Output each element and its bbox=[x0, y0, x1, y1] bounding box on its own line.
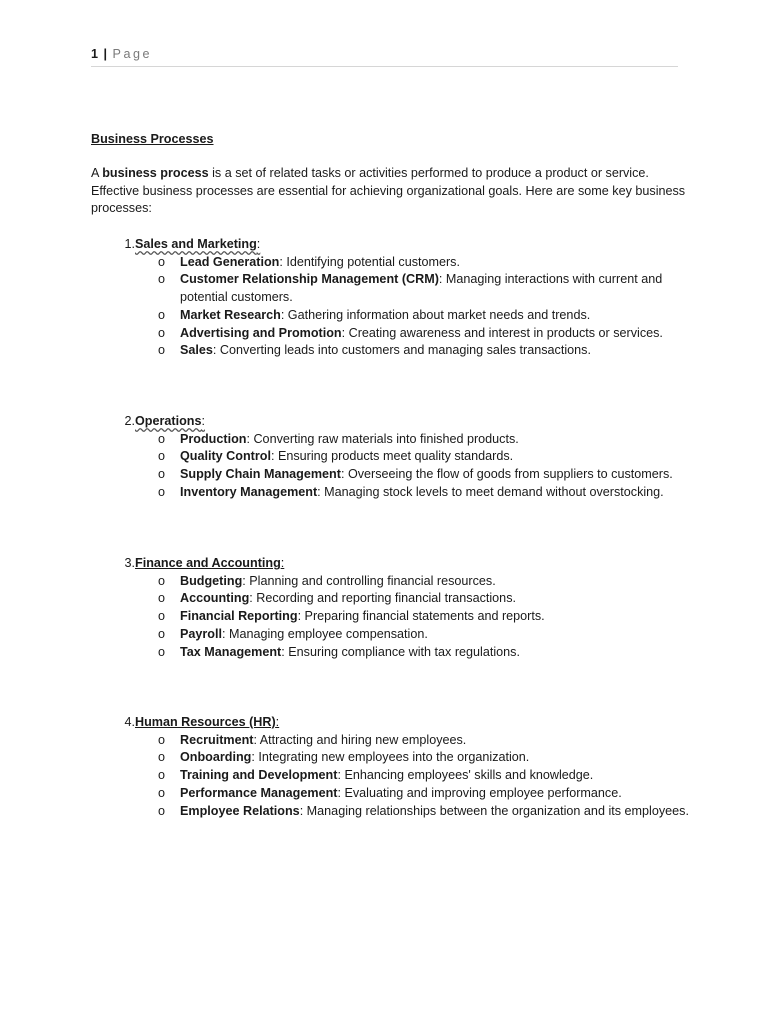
section-heading bbox=[91, 236, 691, 254]
item-term: Customer Relationship Management (CRM) bbox=[180, 272, 439, 287]
section-heading bbox=[91, 413, 691, 431]
item-desc: : Converting raw materials into finished products. bbox=[246, 431, 519, 446]
bullet-icon: o bbox=[158, 785, 166, 800]
intro-rest: is a set of related tasks or activities performed to produce a product or service. Effective business processes are essential for achieving organizational goals. Here are some key business processes: bbox=[91, 166, 686, 216]
item-desc: : Identifying potential customers. bbox=[279, 254, 460, 269]
list-item bbox=[91, 626, 691, 644]
list-item bbox=[91, 767, 691, 785]
item-desc: : Recording and reporting financial transactions. bbox=[249, 591, 516, 606]
item-desc: : Preparing financial statements and reports. bbox=[297, 609, 545, 624]
bullet-icon: o bbox=[158, 484, 166, 499]
section-colon: : bbox=[275, 715, 280, 729]
list-item bbox=[91, 803, 691, 821]
section-operations bbox=[91, 413, 691, 502]
item-term: Employee Relations bbox=[180, 803, 300, 818]
list-item bbox=[91, 590, 691, 608]
bullet-icon: o bbox=[158, 449, 166, 464]
item-term: Accounting bbox=[180, 591, 250, 606]
intro-bold-term: business process bbox=[102, 166, 209, 180]
bullet-icon: o bbox=[158, 732, 166, 747]
item-term: Recruitment bbox=[180, 732, 254, 747]
section-list bbox=[91, 431, 691, 502]
item-desc: : Integrating new employees into the organization. bbox=[251, 750, 530, 765]
bullet-icon: o bbox=[158, 644, 166, 659]
list-item bbox=[91, 271, 691, 306]
list-item bbox=[91, 573, 691, 591]
bullet-icon: o bbox=[158, 609, 166, 624]
page-header bbox=[91, 46, 678, 67]
bullet-icon: o bbox=[158, 591, 166, 606]
bullet-icon: o bbox=[158, 467, 166, 482]
section-heading bbox=[91, 714, 691, 732]
list-item bbox=[91, 254, 691, 272]
item-term: Performance Management bbox=[180, 785, 338, 800]
bullet-icon: o bbox=[158, 272, 166, 287]
bullet-icon: o bbox=[158, 254, 166, 269]
item-term: Quality Control bbox=[180, 449, 271, 464]
item-desc: : Ensuring products meet quality standards. bbox=[270, 449, 514, 464]
bullet-icon: o bbox=[158, 803, 166, 818]
section-colon: : bbox=[280, 556, 285, 570]
item-desc: : Converting leads into customers and managing sales transactions. bbox=[212, 343, 591, 358]
item-desc: : Gathering information about market needs and trends. bbox=[280, 307, 591, 322]
list-item bbox=[91, 484, 691, 502]
item-desc: : Managing employee compensation. bbox=[222, 626, 428, 641]
list-item bbox=[91, 325, 691, 343]
bullet-icon: o bbox=[158, 573, 166, 588]
item-term: Tax Management bbox=[180, 644, 282, 659]
section-title: Operations bbox=[135, 414, 202, 428]
bullet-icon: o bbox=[158, 325, 166, 340]
list-item bbox=[91, 307, 691, 325]
item-desc: : Managing stock levels to meet demand without overstocking. bbox=[317, 484, 664, 499]
item-term: Market Research bbox=[180, 307, 281, 322]
section-number: 1. bbox=[124, 237, 135, 251]
section-list bbox=[91, 573, 691, 662]
item-term: Advertising and Promotion bbox=[180, 325, 342, 340]
item-desc: : Managing relationships between the organization and its employees. bbox=[299, 803, 689, 818]
list-item bbox=[91, 608, 691, 626]
bullet-icon: o bbox=[158, 626, 166, 641]
section-sales-marketing bbox=[91, 236, 691, 360]
page-label: Page bbox=[112, 47, 152, 61]
bullet-icon: o bbox=[158, 431, 166, 446]
item-term: Budgeting bbox=[180, 573, 243, 588]
document-title: Business Processes bbox=[91, 132, 214, 146]
list-item bbox=[91, 732, 691, 750]
item-term: Supply Chain Management bbox=[180, 467, 341, 482]
list-item bbox=[91, 466, 691, 484]
bullet-icon: o bbox=[158, 307, 166, 322]
item-term: Lead Generation bbox=[180, 254, 280, 269]
section-finance-accounting bbox=[91, 555, 691, 661]
list-item bbox=[91, 448, 691, 466]
page-separator: | bbox=[103, 47, 108, 61]
item-desc: : Managing interactions with current and potential customers. bbox=[180, 272, 663, 305]
list-item bbox=[91, 431, 691, 449]
item-term: Financial Reporting bbox=[180, 609, 298, 624]
section-heading bbox=[91, 555, 691, 573]
item-term: Training and Development bbox=[180, 768, 338, 783]
item-desc: : Creating awareness and interest in products or services. bbox=[341, 325, 663, 340]
item-term: Production bbox=[180, 431, 247, 446]
item-term: Inventory Management bbox=[180, 484, 318, 499]
section-title: Sales and Marketing bbox=[135, 237, 257, 251]
section-number: 4. bbox=[124, 715, 135, 729]
section-list bbox=[91, 254, 691, 360]
section-number: 3. bbox=[124, 556, 135, 570]
section-title: Human Resources (HR) bbox=[135, 715, 276, 729]
item-desc: : Overseeing the flow of goods from suppliers to customers. bbox=[340, 467, 673, 482]
bullet-icon: o bbox=[158, 768, 166, 783]
section-human-resources bbox=[91, 714, 691, 820]
item-desc: : Ensuring compliance with tax regulations. bbox=[281, 644, 520, 659]
item-desc: : Attracting and hiring new employees. bbox=[253, 732, 467, 747]
list-item bbox=[91, 749, 691, 767]
intro-prefix: A bbox=[91, 166, 103, 180]
intro-paragraph bbox=[91, 165, 686, 218]
page-number: 1 bbox=[91, 47, 99, 61]
section-number: 2. bbox=[124, 414, 135, 428]
section-colon: : bbox=[256, 237, 261, 251]
section-title: Finance and Accounting bbox=[135, 556, 281, 570]
list-item bbox=[91, 785, 691, 803]
bullet-icon: o bbox=[158, 343, 166, 358]
section-list bbox=[91, 732, 691, 821]
list-item bbox=[91, 342, 691, 360]
section-colon: : bbox=[201, 414, 205, 428]
item-desc: : Evaluating and improving employee performance. bbox=[337, 785, 622, 800]
item-term: Sales bbox=[180, 343, 213, 358]
item-term: Payroll bbox=[180, 626, 222, 641]
item-term: Onboarding bbox=[180, 750, 252, 765]
item-desc: : Enhancing employees' skills and knowledge. bbox=[337, 768, 594, 783]
item-desc: : Planning and controlling financial resources. bbox=[242, 573, 496, 588]
bullet-icon: o bbox=[158, 750, 166, 765]
list-item bbox=[91, 644, 691, 662]
